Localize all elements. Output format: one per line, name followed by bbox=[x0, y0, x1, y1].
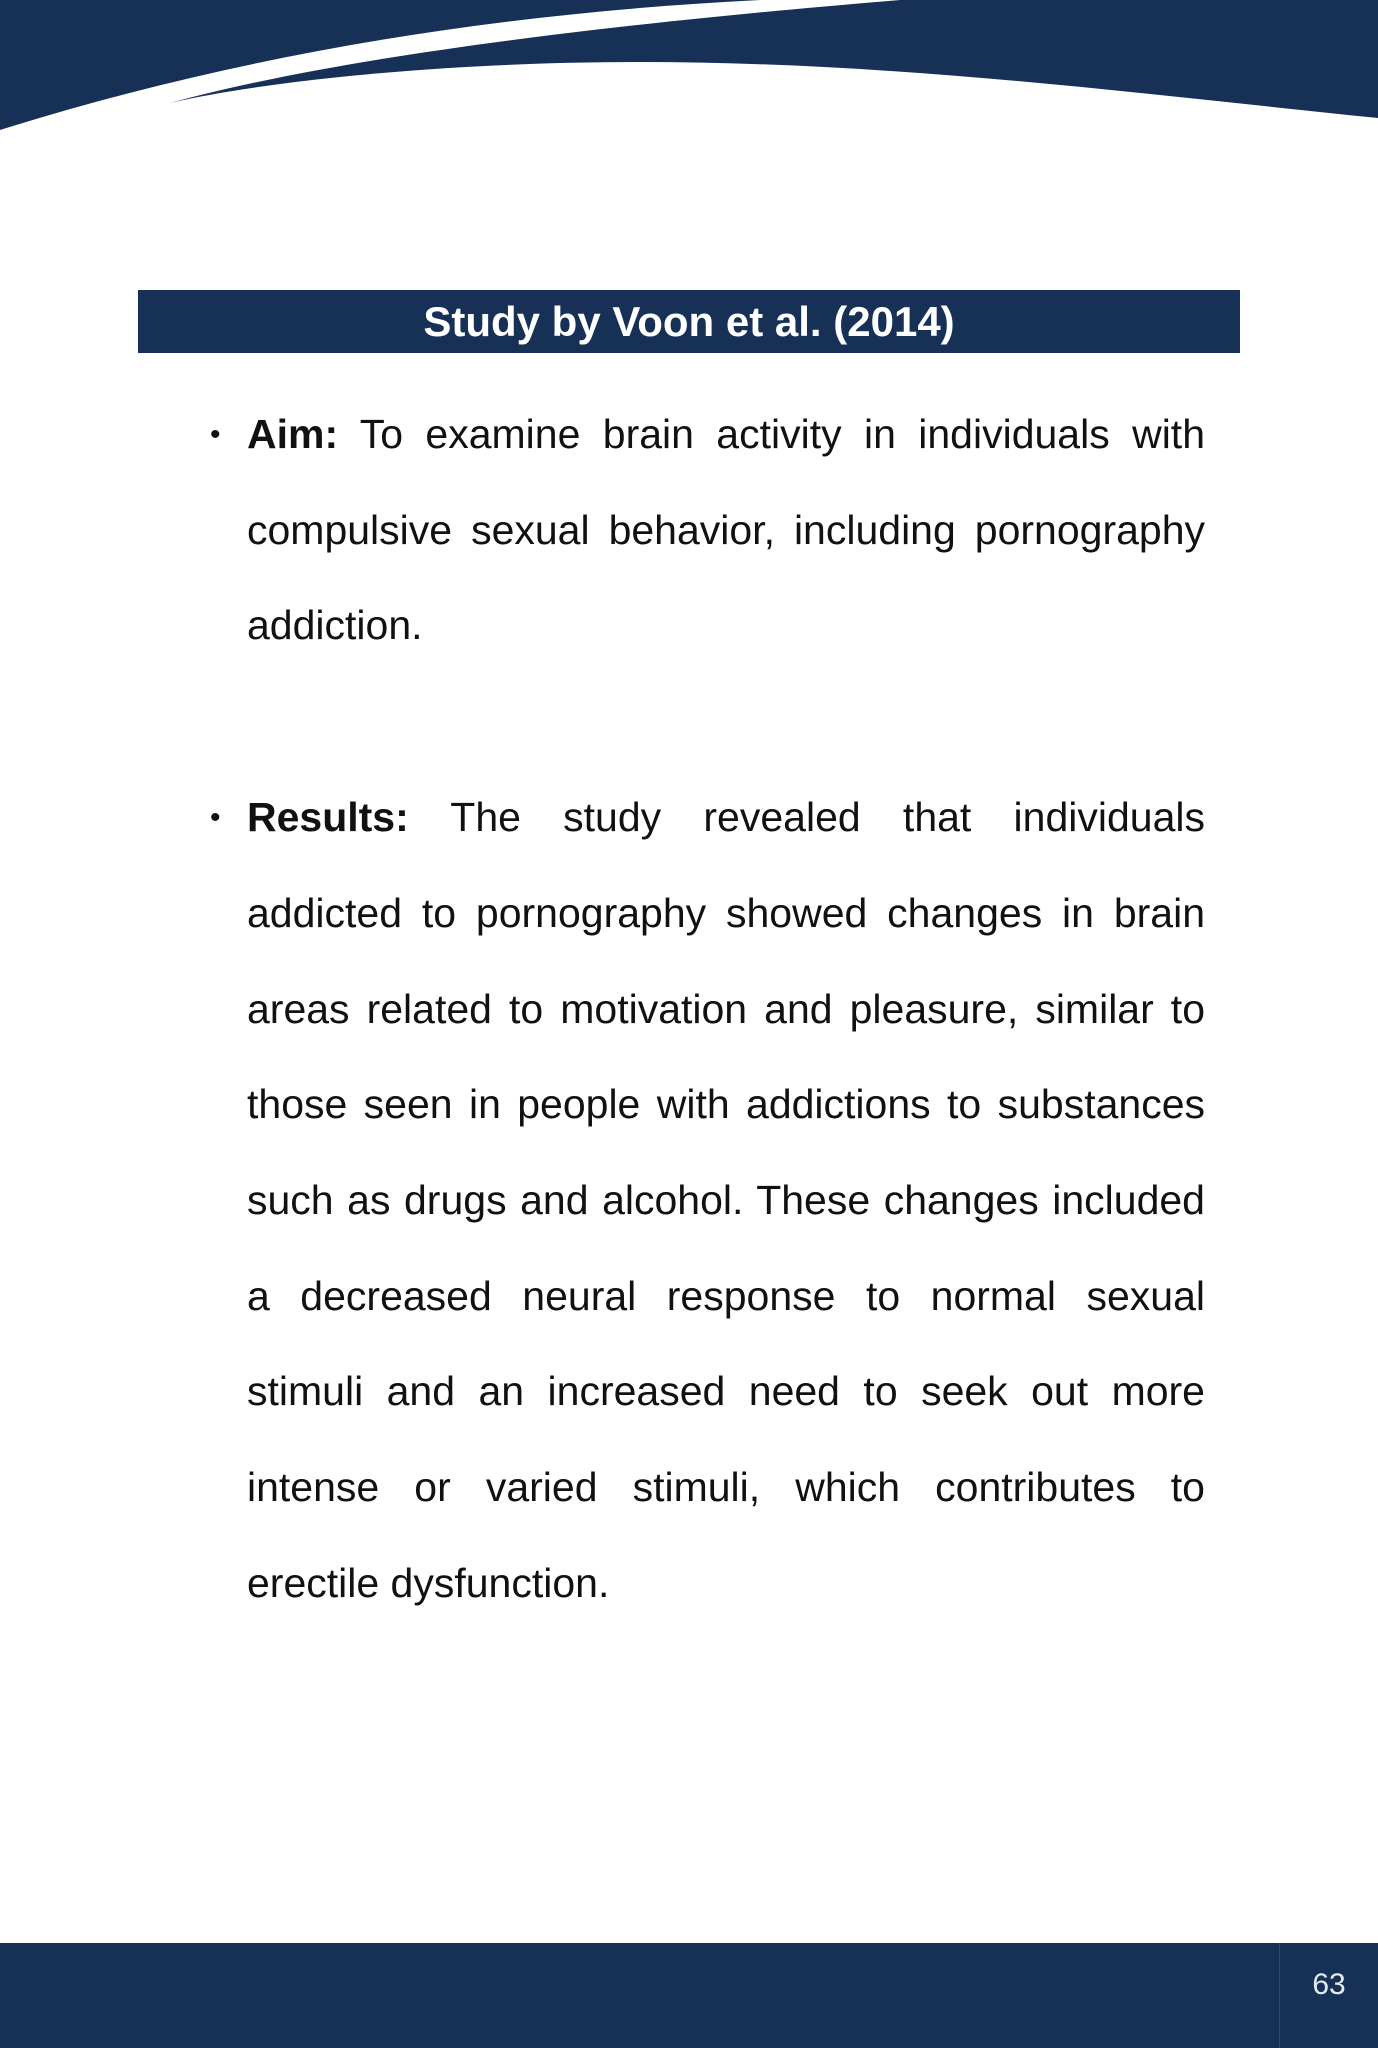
bullet-list bbox=[210, 387, 1205, 1631]
footer-bar bbox=[0, 1943, 1378, 2048]
section-title-bar bbox=[138, 290, 1240, 353]
bullet-text: To examine brain activity in individuals with compulsive sexual behavior, including pornography addiction. bbox=[247, 411, 1205, 649]
page-number: 63 bbox=[1312, 1968, 1346, 2001]
bullet-label: Aim: bbox=[247, 411, 339, 457]
bullet-results bbox=[210, 770, 1205, 1631]
bullet-dot-icon: • bbox=[210, 801, 221, 835]
header-wave-decoration bbox=[0, 0, 1378, 140]
bullet-label: Results: bbox=[247, 794, 409, 841]
section-title: Study by Voon et al. (2014) bbox=[423, 298, 955, 345]
bullet-aim bbox=[210, 387, 1205, 674]
bullet-dot-icon: • bbox=[210, 418, 221, 451]
bullet-text: The study revealed that individuals addicted to pornography showed changes in brain areas related to motivation and pleasure, similar to those seen in people with addictions to substances such as drugs and alcohol. These changes included a decreased neural response to normal sexual stimuli and an increased need to seek out more intense or varied stimuli, which contributes to erectile dysfunction. bbox=[247, 794, 1205, 1606]
page-number-box bbox=[1279, 1943, 1378, 2048]
